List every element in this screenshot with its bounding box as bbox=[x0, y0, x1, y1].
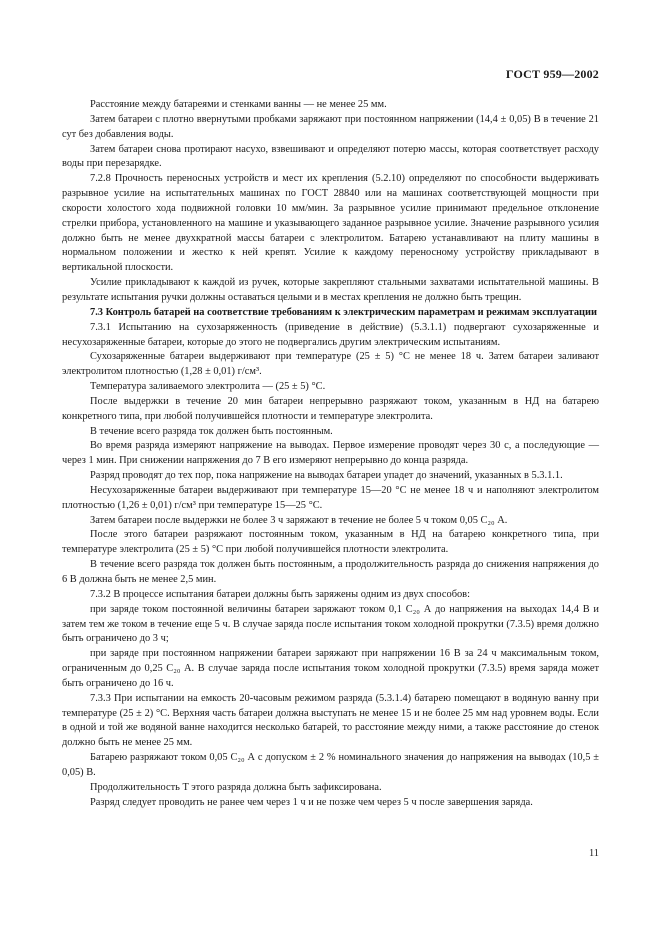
paragraph: 7.2.8 Прочность переносных устройств и мест их крепления (5.2.10) определяют по способности выдерживать разрывное усилие на испытательных машинах по ГОСТ 28840 или на машинах соответствующей мощности при скорости холостого хода подвижной головки 10 мм/мин. За разрывное усилие принимают предельное отклонение стрелки прибора, установленного на машине и указывающего заданное разрывное усилие. Значение разрывного усилия должно быть не менее двухкратной массы батареи с электролитом. Батарею устанавливают на плиту машины в нормальном положении и жестко к ней крепят. Усилие к каждому переносному устройству прикладывают в вертикальной плоскости. bbox=[62, 173, 599, 274]
paragraph: при заряде током постоянной величины батареи заряжают током 0,1 C₂₀ А до напряжения на выходах 14,4 В и затем тем же током в течение еще 5 ч. В случае заряда после испытания током холодной прокрутки (7.3.5) время должно быть ограничено до 3 ч; bbox=[62, 603, 599, 645]
paragraph: Продолжительность T этого разряда должна быть зафиксирована. bbox=[90, 781, 382, 793]
section-heading: 7.3 Контроль батарей на соответствие требованиям к электрическим параметрам и режимам эксплуатации bbox=[90, 306, 598, 318]
paragraph: В течение всего разряда ток должен быть постоянным, а продолжительность разряда до снижения напряжения до 6 В должна быть не менее 2,5 мин. bbox=[62, 559, 599, 585]
paragraph: Затем батареи после выдержки не более 3 ч заряжают в течение не более 5 ч током 0,05 C₂₀ А. bbox=[90, 514, 508, 526]
paragraph: Затем батареи с плотно ввернутыми пробками заряжают при постоянном напряжении (14,4 ± 0,05) В в течение 21 сут без добавления воды. bbox=[62, 113, 599, 140]
paragraph: Сухозаряженные батареи выдерживают при температуре (25 ± 5) °С не менее 18 ч. Затем батареи заливают электролитом плотностью (1,28 ± 0,01) г/см³. bbox=[62, 351, 599, 378]
paragraph: В течение всего разряда ток должен быть постоянным. bbox=[90, 425, 333, 437]
page-number: 11 bbox=[588, 848, 599, 859]
paragraph: Усилие прикладывают к каждой из ручек, которые закрепляют стальными захватами испытательной машины. В результате испытания ручки должны оставаться целыми и в местах крепления не должно быть трещин. bbox=[62, 277, 599, 303]
paragraph: После этого батареи разряжают постоянным током, указанным в НД на батарею конкретного типа, при температуре электролита (25 ± 5) °С при любой получившейся плотности электролита. bbox=[62, 529, 599, 556]
document-body bbox=[62, 98, 599, 811]
paragraph: Затем батареи снова протирают насухо, взвешивают и определяют потерю массы, которая соответствует расходу воды при перезарядке. bbox=[62, 143, 599, 170]
paragraph: Расстояние между батареями и стенками ванны — не менее 25 мм. bbox=[90, 99, 387, 110]
paragraph: Разряд следует проводить не ранее чем через 1 ч и не позже чем через 5 ч после завершения заряда. bbox=[90, 796, 533, 808]
document-header: ГОСТ 959—2002 bbox=[505, 67, 599, 81]
paragraph: Несухозаряженные батареи выдерживают при температуре 15—20 °С не менее 18 ч и наполняют электролитом плотностью (1,26 ± 0,01) г/см³ при температуре 15—25 °С. bbox=[62, 484, 599, 511]
paragraph: После выдержки в течение 20 мин батареи непрерывно разряжают током, указанным в НД на батарею конкретного типа, при любой получившейся плотности и температуре электролита. bbox=[62, 395, 599, 422]
paragraph: Температура заливаемого электролита — (25 ± 5) °С. bbox=[90, 381, 326, 393]
paragraph: 7.3.1 Испытанию на сухозаряженность (приведение в действие) (5.3.1.1) подвергают сухозаряженные и несухозаряженные батареи, которые до этого не подвергались другим электрическим испытаниям. bbox=[62, 321, 599, 348]
paragraph: 7.3.3 При испытании на емкость 20-часовым режимом разряда (5.3.1.4) батарею помещают в водяную ванну при температуре (25 ± 2) °С. Верхняя часть батареи должна выступать не менее 15 и не более 25 мм над уровнем воды. Если в одной и той же водяной ванне находится несколько батарей, то расстояние между ними, а также расстояние до стенок должно быть не менее 25 мм. bbox=[62, 692, 599, 749]
paragraph: 7.3.2 В процессе испытания батареи должны быть заряжены одним из двух способов: bbox=[90, 588, 470, 600]
paragraph: при заряде при постоянном напряжении батареи заряжают при напряжении 16 В за 24 ч максимальным током, ограниченным до 0,25 C₂₀ А. В случае заряда после испытания током холодной прокрутки (7.3.5) время заряда может быть ограничено до 16 ч. bbox=[62, 648, 599, 689]
paragraph: Во время разряда измеряют напряжение на выводах. Первое измерение проводят через 30 с, а последующие — через 1 мин. При снижении напряжения до 7 В его измеряют непрерывно до конца разряда. bbox=[62, 440, 599, 467]
paragraph: Разряд проводят до тех пор, пока напряжение на выводах батареи упадет до значений, указанных в 5.3.1.1. bbox=[90, 470, 563, 482]
paragraph: Батарею разряжают током 0,05 C₂₀ А с допуском ± 2 % номинального значения до напряжения на выводах (10,5 ± 0,05) В. bbox=[62, 752, 599, 778]
